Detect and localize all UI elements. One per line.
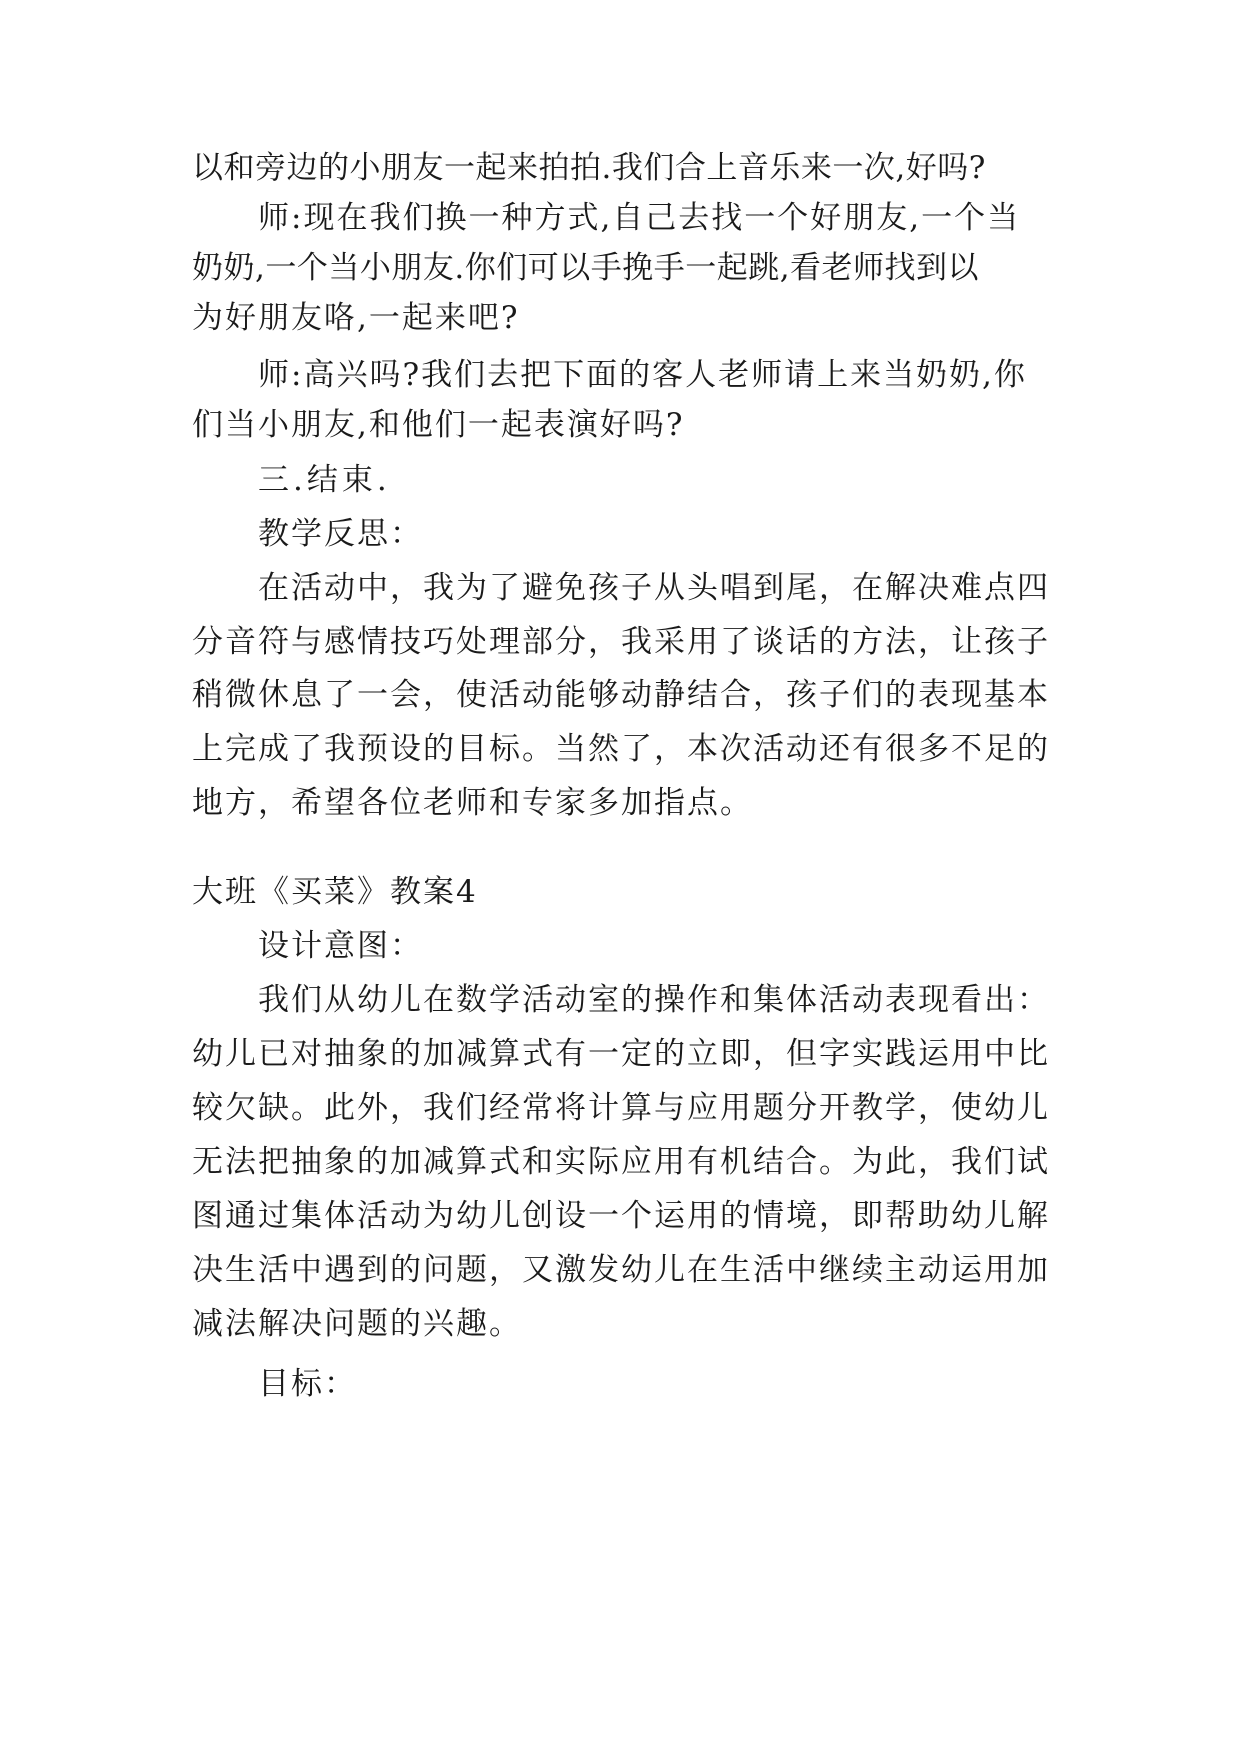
document-title: 大班《买菜》教案4 (192, 874, 478, 910)
text-line: 师:高兴吗?我们去把下面的客人老师请上来当奶奶,你 (258, 357, 1027, 393)
text-line: 上完成了我预设的目标。当然了，本次活动还有很多不足的 (192, 731, 1050, 767)
text-line: 三.结束. (258, 462, 391, 498)
text-line: 我们从幼儿在数学活动室的操作和集体活动表现看出： (258, 982, 1050, 1018)
section-heading: 设计意图： (258, 928, 423, 964)
text-line: 决生活中遇到的问题，又激发幼儿在生活中继续主动运用加 (192, 1252, 1050, 1288)
text-line: 较欠缺。此外，我们经常将计算与应用题分开教学，使幼儿 (192, 1090, 1050, 1126)
text-line: 奶奶,一个当小朋友.你们可以手挽手一起跳,看老师找到以 (192, 250, 980, 286)
text-line: 师:现在我们换一种方式,自己去找一个好朋友,一个当 (258, 200, 1021, 236)
section-heading: 教学反思： (258, 516, 423, 552)
text-line: 稍微休息了一会，使活动能够动静结合，孩子们的表现基本 (192, 677, 1050, 713)
section-heading: 目标： (258, 1366, 357, 1402)
text-line: 无法把抽象的加减算式和实际应用有机结合。为此，我们试 (192, 1144, 1050, 1180)
text-line: 图通过集体活动为幼儿创设一个运用的情境，即帮助幼儿解 (192, 1198, 1050, 1234)
text-line: 们当小朋友,和他们一起表演好吗? (192, 407, 685, 443)
text-line: 分音符与感情技巧处理部分，我采用了谈话的方法，让孩子 (192, 624, 1050, 660)
text-line: 地方，希望各位老师和专家多加指点。 (192, 785, 753, 821)
text-line: 以和旁边的小朋友一起来拍拍.我们合上音乐来一次,好吗? (192, 150, 986, 186)
text-line: 幼儿已对抽象的加减算式有一定的立即，但字实践运用中比 (192, 1036, 1050, 1072)
text-line: 在活动中，我为了避免孩子从头唱到尾，在解决难点四 (258, 570, 1050, 606)
text-line: 减法解决问题的兴趣。 (192, 1306, 522, 1342)
text-line: 为好朋友咯,一起来吧? (192, 300, 520, 336)
